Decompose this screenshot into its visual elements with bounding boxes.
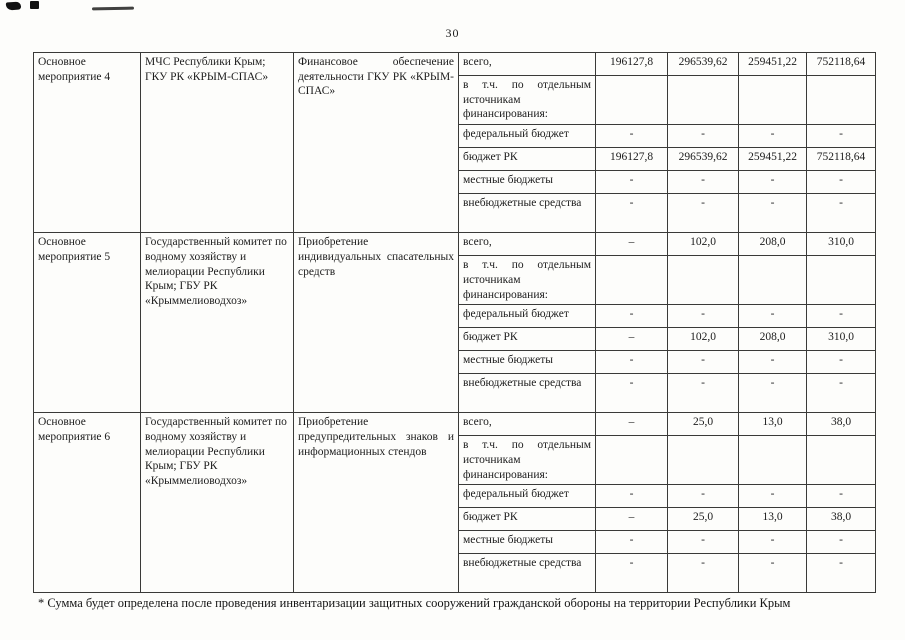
value-cell: - bbox=[807, 171, 876, 194]
activity-cell: Основное мероприятие 6 bbox=[34, 413, 141, 593]
value-cell: 752118,64 bbox=[807, 53, 876, 76]
funding-label-cell: местные бюджеты bbox=[459, 171, 596, 194]
value-cell: 259451,22 bbox=[739, 53, 807, 76]
value-cell: - bbox=[596, 531, 668, 554]
description-cell: Приобретение индивидуальных спасательных средств bbox=[294, 233, 459, 413]
scan-artifact bbox=[30, 1, 39, 9]
value-cell: - bbox=[739, 485, 807, 508]
funding-label-cell: федеральный бюджет bbox=[459, 125, 596, 148]
funding-label-cell: всего, bbox=[459, 53, 596, 76]
funding-label-cell: бюджет РК bbox=[459, 508, 596, 531]
value-cell: - bbox=[596, 125, 668, 148]
budget-table bbox=[33, 52, 876, 593]
value-cell: - bbox=[739, 194, 807, 233]
value-cell: 13,0 bbox=[739, 508, 807, 531]
value-cell: - bbox=[668, 374, 739, 413]
funding-label-cell: федеральный бюджет bbox=[459, 305, 596, 328]
footnote: * Сумма будет определена после проведения инвентаризации защитных сооружений гражданской обороны на территории Республики Крым bbox=[38, 596, 791, 610]
scan-artifact bbox=[6, 1, 22, 10]
entity-cell: Государственный комитет по водному хозяйству и мелиорации Республики Крым; ГБУ РК «Крыммелиоводхоз» bbox=[141, 413, 294, 593]
value-cell bbox=[668, 436, 739, 485]
value-cell: - bbox=[668, 554, 739, 593]
value-cell: 38,0 bbox=[807, 413, 876, 436]
scan-artifact bbox=[92, 7, 134, 11]
value-cell bbox=[739, 436, 807, 485]
table-row bbox=[34, 233, 876, 256]
value-cell: - bbox=[807, 351, 876, 374]
value-cell: - bbox=[807, 485, 876, 508]
value-cell: – bbox=[596, 508, 668, 531]
value-cell: - bbox=[739, 531, 807, 554]
entity-cell: МЧС Республики Крым; ГКУ РК «КРЫМ-СПАС» bbox=[141, 53, 294, 233]
funding-label-cell: бюджет РК bbox=[459, 328, 596, 351]
value-cell: 208,0 bbox=[739, 233, 807, 256]
value-cell: – bbox=[596, 233, 668, 256]
activity-cell: Основное мероприятие 5 bbox=[34, 233, 141, 413]
value-cell: - bbox=[739, 125, 807, 148]
value-cell: 208,0 bbox=[739, 328, 807, 351]
value-cell: - bbox=[739, 171, 807, 194]
value-cell: - bbox=[596, 194, 668, 233]
funding-label-cell: бюджет РК bbox=[459, 148, 596, 171]
value-cell: - bbox=[668, 531, 739, 554]
funding-label-cell: внебюджетные средства bbox=[459, 194, 596, 233]
funding-label-cell: в т.ч. по отдельным источникам финансирования: bbox=[459, 256, 596, 305]
value-cell: 102,0 bbox=[668, 233, 739, 256]
value-cell bbox=[668, 76, 739, 125]
page-number: 30 bbox=[445, 26, 460, 40]
value-cell: 296539,62 bbox=[668, 53, 739, 76]
value-cell: 752118,64 bbox=[807, 148, 876, 171]
value-cell: - bbox=[668, 171, 739, 194]
value-cell: - bbox=[596, 374, 668, 413]
value-cell: - bbox=[596, 305, 668, 328]
value-cell bbox=[807, 256, 876, 305]
value-cell: – bbox=[596, 328, 668, 351]
value-cell: - bbox=[739, 374, 807, 413]
value-cell: - bbox=[668, 485, 739, 508]
table-row bbox=[34, 53, 876, 76]
funding-label-cell: внебюджетные средства bbox=[459, 374, 596, 413]
value-cell bbox=[668, 256, 739, 305]
funding-label-cell: всего, bbox=[459, 233, 596, 256]
value-cell: - bbox=[807, 531, 876, 554]
value-cell: - bbox=[668, 194, 739, 233]
value-cell: - bbox=[807, 125, 876, 148]
value-cell: - bbox=[668, 125, 739, 148]
funding-label-cell: федеральный бюджет bbox=[459, 485, 596, 508]
value-cell: 259451,22 bbox=[739, 148, 807, 171]
value-cell bbox=[739, 256, 807, 305]
value-cell: - bbox=[668, 305, 739, 328]
value-cell: 296539,62 bbox=[668, 148, 739, 171]
value-cell bbox=[596, 76, 668, 125]
funding-label-cell: всего, bbox=[459, 413, 596, 436]
value-cell: - bbox=[807, 194, 876, 233]
value-cell bbox=[807, 436, 876, 485]
value-cell: 38,0 bbox=[807, 508, 876, 531]
value-cell bbox=[739, 76, 807, 125]
value-cell: - bbox=[596, 485, 668, 508]
value-cell: - bbox=[807, 305, 876, 328]
value-cell bbox=[596, 256, 668, 305]
table-row bbox=[34, 413, 876, 436]
funding-label-cell: местные бюджеты bbox=[459, 531, 596, 554]
funding-label-cell: в т.ч. по отдельным источникам финансирования: bbox=[459, 436, 596, 485]
value-cell: - bbox=[807, 374, 876, 413]
value-cell: - bbox=[807, 554, 876, 593]
funding-label-cell: в т.ч. по отдельным источникам финансирования: bbox=[459, 76, 596, 125]
value-cell: 25,0 bbox=[668, 413, 739, 436]
value-cell: 310,0 bbox=[807, 233, 876, 256]
budget-table-body bbox=[34, 53, 876, 593]
value-cell: - bbox=[739, 351, 807, 374]
value-cell: 310,0 bbox=[807, 328, 876, 351]
value-cell: 25,0 bbox=[668, 508, 739, 531]
value-cell: - bbox=[596, 171, 668, 194]
value-cell: 102,0 bbox=[668, 328, 739, 351]
value-cell: - bbox=[668, 351, 739, 374]
value-cell: 13,0 bbox=[739, 413, 807, 436]
description-cell: Финансовое обеспечение деятельности ГКУ РК «КРЫМ-СПАС» bbox=[294, 53, 459, 233]
entity-cell: Государственный комитет по водному хозяйству и мелиорации Республики Крым; ГБУ РК «Крыммелиоводхоз» bbox=[141, 233, 294, 413]
value-cell bbox=[596, 436, 668, 485]
value-cell bbox=[807, 76, 876, 125]
funding-label-cell: местные бюджеты bbox=[459, 351, 596, 374]
value-cell: - bbox=[596, 351, 668, 374]
funding-label-cell: внебюджетные средства bbox=[459, 554, 596, 593]
value-cell: 196127,8 bbox=[596, 53, 668, 76]
value-cell: - bbox=[739, 554, 807, 593]
value-cell: - bbox=[596, 554, 668, 593]
value-cell: 196127,8 bbox=[596, 148, 668, 171]
description-cell: Приобретение предупредительных знаков и информационных стендов bbox=[294, 413, 459, 593]
value-cell: - bbox=[739, 305, 807, 328]
value-cell: – bbox=[596, 413, 668, 436]
activity-cell: Основное мероприятие 4 bbox=[34, 53, 141, 233]
